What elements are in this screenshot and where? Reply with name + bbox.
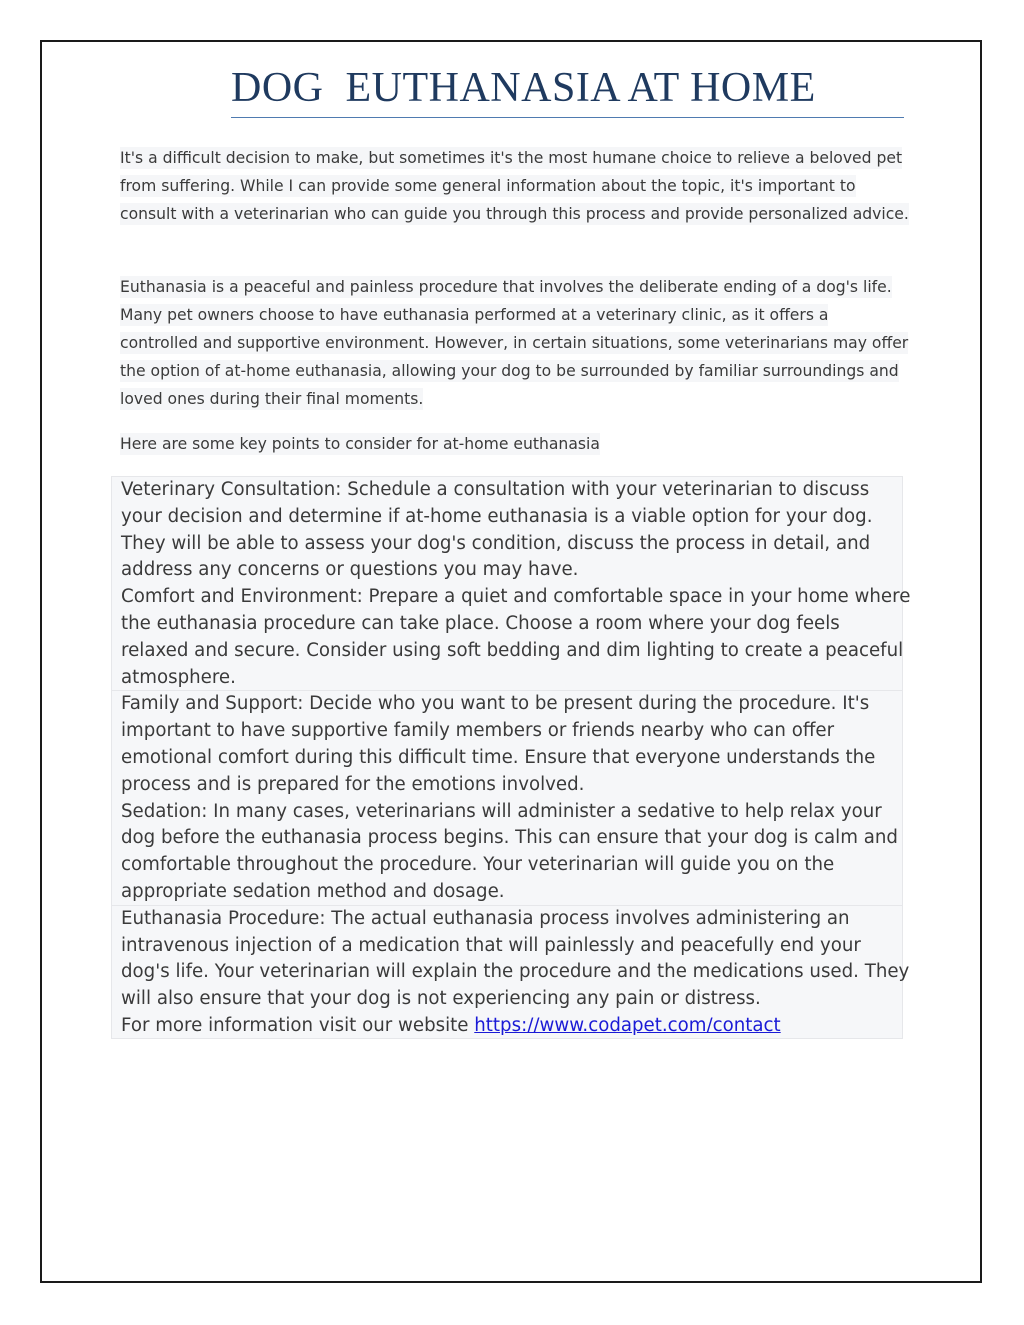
intro-paragraph-text: It's a difficult decision to make, but sometimes it's the most humane choice to relieve a beloved pet from suffering. While I can provide some general information about the topic, it's important to consult with a veterinarian who can guide you through this process and provide personalized advice. [120, 149, 909, 223]
key-point-family-support: Family and Support: Decide who you want to be present during the procedure. It's important to have supportive family members or friends nearby who can offer emotional comfort during this difficult time. Ensure that everyone understands the process and is prepared for the emotions involved. [121, 693, 876, 795]
key-point-euthanasia-procedure: Euthanasia Procedure: The actual euthanasia process involves administering an intravenous injection of a medication that will painlessly and peacefully end your dog's life. Your veterinarian will explain the procedure and the medications used. They will also ensure that your dog is not experiencing any pain or distress. [121, 907, 910, 1010]
key-point-sedation: Sedation: In many cases, veterinarians will administer a sedative to help relax your dog before the euthanasia process begins. This can ensure that your dog is calm and comfortable throughout the procedure. Your veterinarian will guide you on the appropriate sedation method and dosage. [121, 800, 898, 902]
title-underline [231, 117, 904, 118]
key-points-list [121, 477, 911, 1040]
euthanasia-paragraph-text: Euthanasia is a peaceful and painless procedure that involves the deliberate ending of a dog's life. Many pet owners choose to have euthanasia performed at a veterinary clinic, as it offers a controlled and supportive environment. However, in certain situations, some veterinarians may offer the option of at-home euthanasia, allowing your dog to be surrounded by familiar surroundings and loved ones during their final moments. [120, 278, 909, 408]
intro-paragraph [120, 144, 910, 228]
more-info-line [121, 1013, 911, 1040]
page-title: DOG EUTHANASIA AT HOME [231, 65, 816, 111]
key-points-intro [120, 430, 910, 458]
contact-link[interactable]: https://www.codapet.com/contact [474, 1014, 781, 1036]
key-point-veterinary-consultation: Veterinary Consultation: Schedule a consultation with your veterinarian to discuss your decision and determine if at-home euthanasia is a viable option for your dog. They will be able to assess your dog's condition, discuss the process in detail, and address any concerns or questions you may have. [121, 479, 873, 581]
more-info-text: For more information visit our website [121, 1014, 475, 1036]
euthanasia-paragraph [120, 273, 910, 413]
key-points-intro-text: Here are some key points to consider for at-home euthanasia [120, 435, 600, 453]
key-point-comfort-environment: Comfort and Environment: Prepare a quiet and comfortable space in your home where the euthanasia procedure can take place. Choose a room where your dog feels relaxed and secure. Consider using soft bedding and dim lighting to create a peaceful atmosphere. [121, 586, 911, 688]
